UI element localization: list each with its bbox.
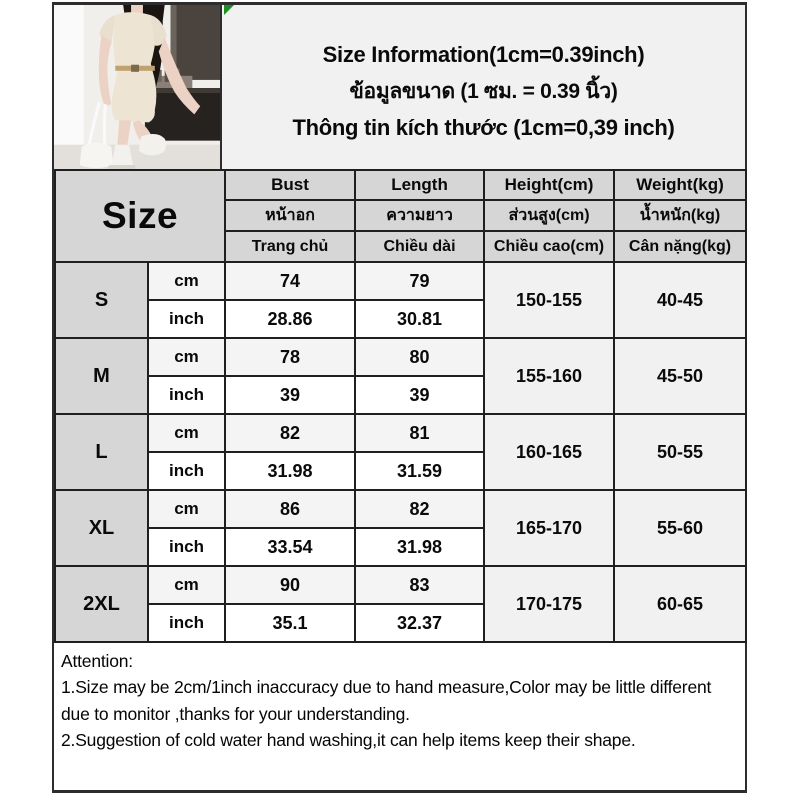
bust-cm-2xl: 90 xyxy=(225,566,355,604)
length-inch-l: 31.59 xyxy=(355,452,484,490)
unit-inch: inch xyxy=(148,604,225,642)
model-photo-illustration xyxy=(54,5,220,169)
length-cm-l: 81 xyxy=(355,414,484,452)
attention-note-2: 2.Suggestion of cold water hand washing,it can help items keep their shape. xyxy=(61,729,636,750)
white-boot-right xyxy=(139,134,166,155)
unit-inch: inch xyxy=(148,300,225,338)
weight-range-xl: 55-60 xyxy=(614,490,746,566)
col-header-weight-vi: Cân nặng(kg) xyxy=(614,231,746,262)
col-header-bust-th: หน้าอก xyxy=(225,200,355,231)
bust-cm-m: 78 xyxy=(225,338,355,376)
size-label-s: S xyxy=(55,262,148,338)
col-header-weight-th: น้ำหนัก(kg) xyxy=(614,200,746,231)
col-header-length-th: ความยาว xyxy=(355,200,484,231)
unit-cm: cm xyxy=(148,490,225,528)
wall-shadow xyxy=(54,5,84,169)
attention-section xyxy=(54,643,745,790)
unit-cm: cm xyxy=(148,566,225,604)
table-row-2xl-cm xyxy=(55,566,746,604)
title-english: Size Information(1cm=0.39inch) xyxy=(322,41,645,67)
size-table xyxy=(54,169,747,643)
size-label-l: L xyxy=(55,414,148,490)
col-header-bust-en: Bust xyxy=(225,170,355,200)
col-header-weight-en: Weight(kg) xyxy=(614,170,746,200)
table-row-s-cm xyxy=(55,262,746,300)
attention-note-1: 1.Size may be 2cm/1inch inaccuracy due to hand measure,Color may be little different due to monitor ,thanks for your understanding. xyxy=(61,677,712,724)
col-header-length-en: Length xyxy=(355,170,484,200)
unit-cm: cm xyxy=(148,414,225,452)
length-inch-xl: 31.98 xyxy=(355,528,484,566)
length-cm-xl: 82 xyxy=(355,490,484,528)
height-range-xl: 165-170 xyxy=(484,490,614,566)
floor xyxy=(54,145,220,169)
table-row-m-cm xyxy=(55,338,746,376)
weight-range-m: 45-50 xyxy=(614,338,746,414)
table-row-xl-cm xyxy=(55,490,746,528)
title-vietnamese: Thông tin kích thước (1cm=0,39 inch) xyxy=(292,114,675,140)
bust-inch-s: 28.86 xyxy=(225,300,355,338)
unit-inch: inch xyxy=(148,452,225,490)
length-inch-s: 30.81 xyxy=(355,300,484,338)
col-header-length-vi: Chiều dài xyxy=(355,231,484,262)
handbag xyxy=(80,143,114,168)
size-label-m: M xyxy=(55,338,148,414)
col-header-bust-vi: Trang chủ xyxy=(225,231,355,262)
green-corner-mark xyxy=(224,5,234,15)
size-header-cell: Size xyxy=(55,170,225,262)
size-info-sheet xyxy=(52,2,747,793)
unit-inch: inch xyxy=(148,376,225,414)
bust-inch-l: 31.98 xyxy=(225,452,355,490)
bust-inch-m: 39 xyxy=(225,376,355,414)
dark-wall-panel xyxy=(171,5,220,80)
weight-range-2xl: 60-65 xyxy=(614,566,746,642)
weight-range-l: 50-55 xyxy=(614,414,746,490)
product-photo xyxy=(54,5,222,169)
length-cm-2xl: 83 xyxy=(355,566,484,604)
height-range-m: 155-160 xyxy=(484,338,614,414)
attention-heading: Attention: xyxy=(61,651,133,671)
bust-inch-xl: 33.54 xyxy=(225,528,355,566)
size-label-2xl: 2XL xyxy=(55,566,148,642)
bust-cm-l: 82 xyxy=(225,414,355,452)
height-range-2xl: 170-175 xyxy=(484,566,614,642)
length-inch-m: 39 xyxy=(355,376,484,414)
unit-cm: cm xyxy=(148,262,225,300)
height-range-l: 160-165 xyxy=(484,414,614,490)
height-range-s: 150-155 xyxy=(484,262,614,338)
col-header-height-vi: Chiều cao(cm) xyxy=(484,231,614,262)
weight-range-s: 40-45 xyxy=(614,262,746,338)
header-row-english xyxy=(55,170,746,200)
belt-buckle xyxy=(131,65,139,72)
table-row-l-cm xyxy=(55,414,746,452)
header-section xyxy=(54,5,745,169)
bust-cm-s: 74 xyxy=(225,262,355,300)
boot-shadow xyxy=(107,165,135,169)
unit-cm: cm xyxy=(148,338,225,376)
bust-cm-xl: 86 xyxy=(225,490,355,528)
col-header-height-en: Height(cm) xyxy=(484,170,614,200)
bust-inch-2xl: 35.1 xyxy=(225,604,355,642)
title-thai: ข้อมูลขนาด (1 ซม. = 0.39 นิ้ว) xyxy=(349,79,618,103)
length-cm-m: 80 xyxy=(355,338,484,376)
title-block xyxy=(222,5,745,169)
length-cm-s: 79 xyxy=(355,262,484,300)
col-header-height-th: ส่วนสูง(cm) xyxy=(484,200,614,231)
unit-inch: inch xyxy=(148,528,225,566)
size-label-xl: XL xyxy=(55,490,148,566)
length-inch-2xl: 32.37 xyxy=(355,604,484,642)
